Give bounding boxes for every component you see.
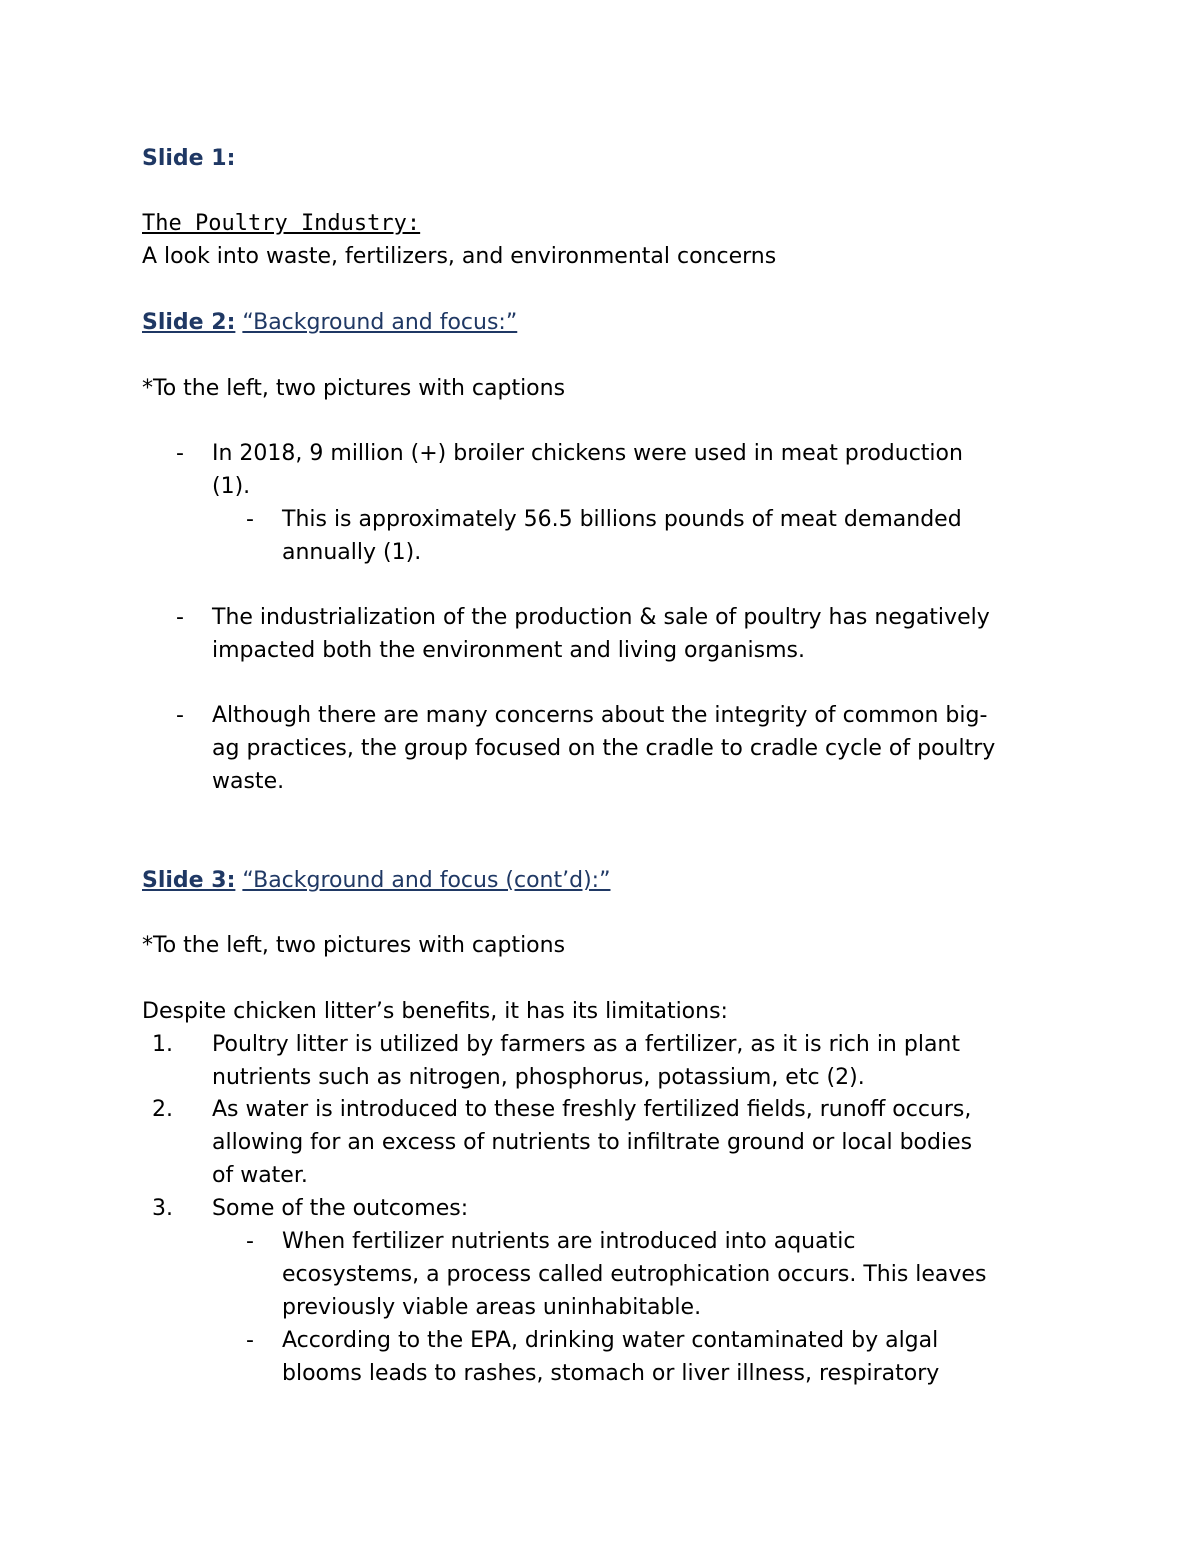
slide2-note: *To the left, two pictures with captions	[142, 376, 566, 401]
slide3-heading: Slide 3:	[142, 868, 236, 893]
slide2-bullet-2-line2: impacted both the environment and living organisms.	[212, 638, 806, 663]
slide3-item-1-line1: Poultry litter is utilized by farmers as a fertilizer, as it is rich in plant	[212, 1032, 960, 1057]
slide3-subitem-1-line3: previously viable areas uninhabitable.	[282, 1295, 702, 1320]
slide3-item-2-line1: As water is introduced to these freshly fertilized fields, runoff occurs,	[212, 1097, 972, 1122]
slide1-title: The Poultry Industry:	[142, 211, 421, 236]
slide2-subbullet-line2: annually (1).	[282, 540, 422, 565]
slide2-bullet-3-line1: Although there are many concerns about the integrity of common big-	[212, 703, 988, 728]
slide3-item-1-line2: nutrients such as nitrogen, phosphorus, potassium, etc (2).	[212, 1065, 865, 1090]
slide2-title: “Background and focus:”	[242, 310, 518, 335]
slide3-heading-line	[142, 864, 610, 897]
bullet-marker: -	[176, 703, 184, 728]
slide3-subitem-2-line2: blooms leads to rashes, stomach or liver illness, respiratory	[282, 1361, 940, 1386]
slide3-intro: Despite chicken litter’s benefits, it has its limitations:	[142, 999, 728, 1024]
slide3-subitem-2-line1: According to the EPA, drinking water contaminated by algal	[282, 1328, 939, 1353]
slide3-item-2-line3: of water.	[212, 1163, 308, 1188]
bullet-marker: -	[176, 441, 184, 466]
slide3-note: *To the left, two pictures with captions	[142, 933, 566, 958]
bullet-marker: -	[176, 605, 184, 630]
slide3-title: “Background and focus (cont’d):”	[242, 868, 611, 893]
slide2-bullet-3-line3: waste.	[212, 769, 285, 794]
bullet-marker: -	[246, 1328, 254, 1353]
slide1-heading: Slide 1:	[142, 146, 236, 171]
slide3-item-3-line1: Some of the outcomes:	[212, 1196, 469, 1221]
slide2-bullet-2-line1: The industrialization of the production & sale of poultry has negatively	[212, 605, 990, 630]
list-number: 3.	[152, 1196, 173, 1221]
bullet-marker: -	[246, 507, 254, 532]
slide3-subitem-1-line2: ecosystems, a process called eutrophication occurs. This leaves	[282, 1262, 987, 1287]
slide3-subitem-1-line1: When fertilizer nutrients are introduced into aquatic	[282, 1229, 856, 1254]
list-number: 2.	[152, 1097, 173, 1122]
slide2-bullet-3-line2: ag practices, the group focused on the cradle to cradle cycle of poultry	[212, 736, 996, 761]
slide2-heading: Slide 2:	[142, 310, 236, 335]
slide1-subtitle: A look into waste, fertilizers, and environmental concerns	[142, 244, 777, 269]
slide2-bullet-1-line2: (1).	[212, 474, 251, 499]
bullet-marker: -	[246, 1229, 254, 1254]
slide3-item-2-line2: allowing for an excess of nutrients to infiltrate ground or local bodies	[212, 1130, 973, 1155]
slide2-heading-line	[142, 306, 517, 339]
list-number: 1.	[152, 1032, 173, 1057]
slide2-subbullet-line1: This is approximately 56.5 billions pounds of meat demanded	[282, 507, 962, 532]
slide2-bullet-1-line1: In 2018, 9 million (+) broiler chickens were used in meat production	[212, 441, 963, 466]
